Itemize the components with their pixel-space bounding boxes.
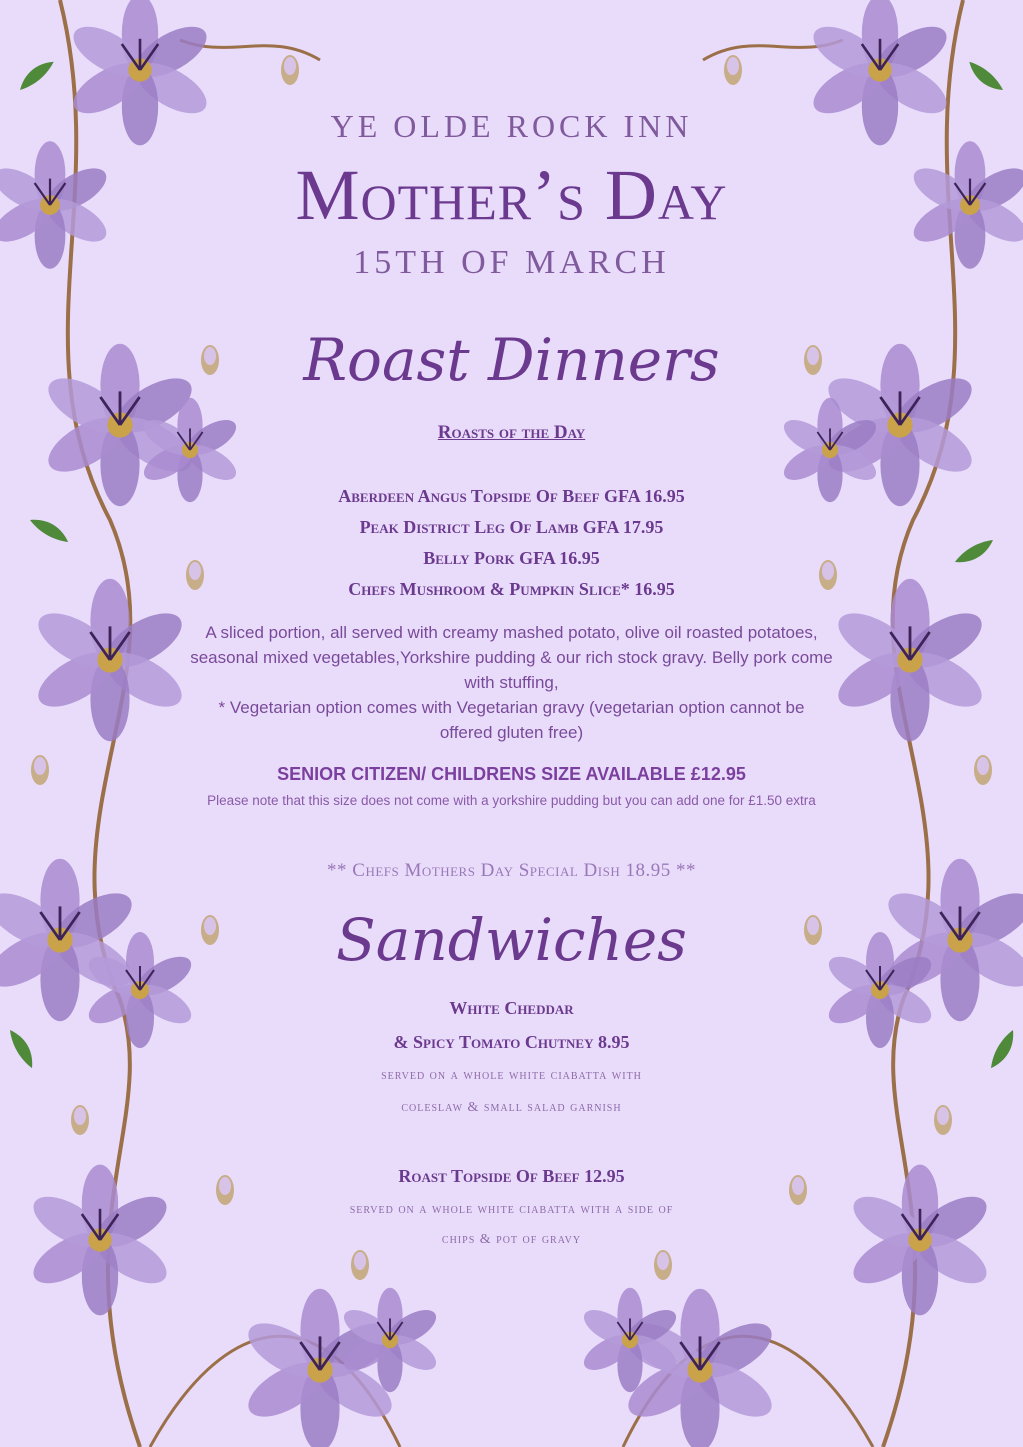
venue-name: YE OLDE ROCK INN: [330, 108, 693, 144]
roast-description: A sliced portion, all served with creamy mashed potato, olive oil roasted potatoes, seasonal mixed vegetables,Yorkshire pudding & our rich stock gravy. Belly pork come with stuffing,: [190, 623, 833, 692]
roast-description-block: [190, 620, 833, 745]
roast-dish-item: Chefs Mushroom & Pumpkin Slice* 16.95: [348, 579, 675, 599]
sandwich-item-description: chips & pot of gravy: [441, 1232, 582, 1247]
special-dish: ** Chefs Mothers Day Special Dish 18.95 **: [327, 860, 696, 881]
roast-dish-item: Peak District Leg Of Lamb GFA 17.95: [359, 517, 664, 537]
senior-size-note: Please note that this size does not come with a yorkshire pudding but you can add one for £1.50 extra: [207, 793, 816, 808]
event-date: 15TH OF MARCH: [353, 244, 670, 281]
sandwich-item-description: served on a whole white ciabatta with: [381, 1068, 642, 1083]
roast-section-title: Roast Dinners: [303, 326, 720, 394]
sandwich-item-title: Roast Topside Of Beef 12.95: [398, 1166, 625, 1186]
roast-dish-item: Belly Pork GFA 16.95: [423, 548, 600, 568]
sandwich-item-title: White Cheddar: [449, 998, 574, 1018]
sandwiches-section-title: Sandwiches: [336, 906, 687, 974]
sandwich-item-title: & Spicy Tomato Chutney 8.95: [393, 1032, 630, 1052]
sandwich-item-description: served on a whole white ciabatta with a side of: [349, 1202, 674, 1217]
vegetarian-note: * Vegetarian option comes with Vegetarian gravy (vegetarian option cannot be offered gluten free): [218, 698, 805, 742]
roast-dish-item: Aberdeen Angus Topside Of Beef GFA 16.95: [338, 486, 685, 506]
sandwich-item-description: coleslaw & small salad garnish: [401, 1100, 622, 1115]
roast-subtitle: Roasts of the Day: [437, 422, 586, 443]
event-title: Mother’s Day: [295, 155, 728, 235]
senior-children-size: SENIOR CITIZEN/ CHILDRENS SIZE AVAILABLE £12.95: [277, 764, 746, 784]
